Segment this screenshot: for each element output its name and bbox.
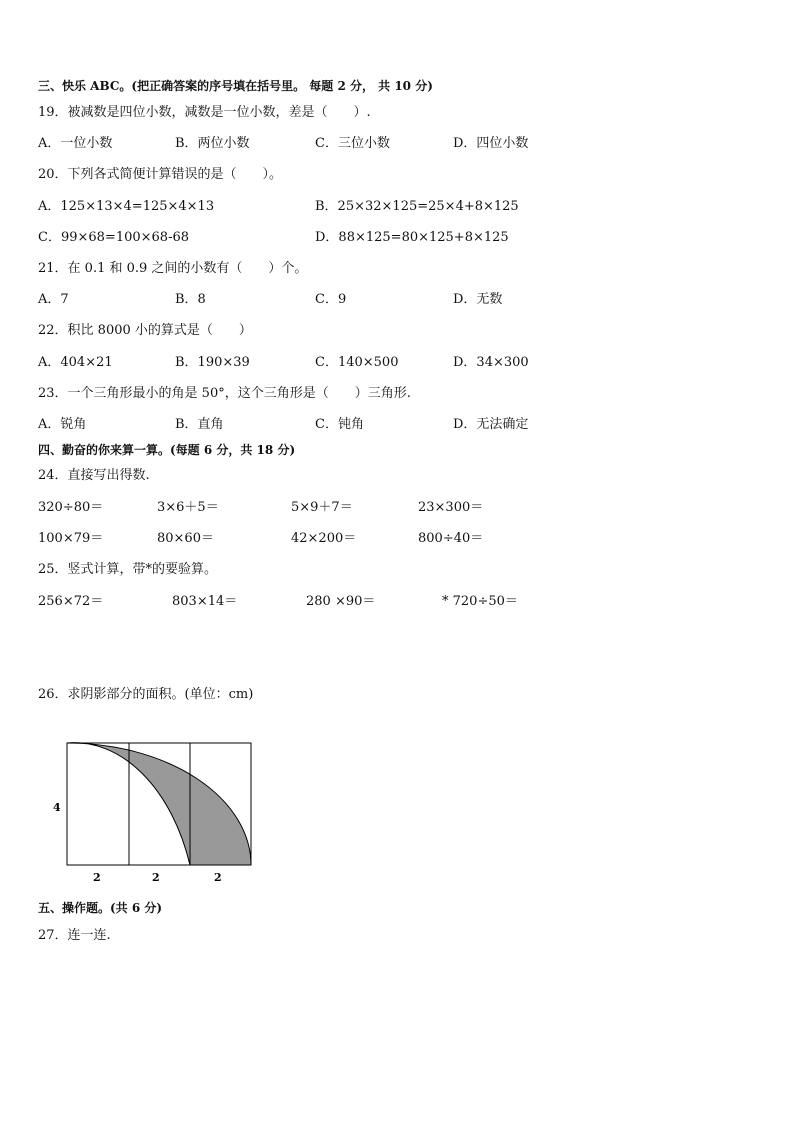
question-27-stem: 27．连一连. xyxy=(38,928,111,943)
question-22-stem: 22．积比 8000 小的算式是（ ） xyxy=(38,323,252,338)
q23-option-b: B．直角 xyxy=(175,417,224,432)
q24-item: 80×60＝ xyxy=(157,531,214,546)
q24-item: 100×79＝ xyxy=(38,531,104,546)
section-3-heading: 三、快乐 ABC。(把正确答案的序号填在括号里。 每题 2 分， 共 10 分) xyxy=(38,79,433,93)
height-label: 4 xyxy=(53,801,61,814)
q23-option-a: A．锐角 xyxy=(38,417,87,432)
q19-option-d: D．四位小数 xyxy=(453,136,529,151)
q21-option-d: D．无数 xyxy=(453,292,503,307)
width-label: 2 xyxy=(214,871,222,884)
q24-item: 42×200＝ xyxy=(291,531,357,546)
shaded-region xyxy=(67,743,251,865)
q20-option-a: A．125×13×4=125×4×13 xyxy=(38,199,215,214)
q19-option-a: A．一位小数 xyxy=(38,136,113,151)
section-4-heading: 四、勤奋的你来算一算。(每题 6 分，共 18 分) xyxy=(38,443,296,457)
q22-option-a: A．404×21 xyxy=(38,355,113,370)
question-21-stem: 21．在 0.1 和 0.9 之间的小数有（ ）个。 xyxy=(38,261,308,276)
q22-option-c: C．140×500 xyxy=(315,355,399,370)
q21-option-a: A．7 xyxy=(38,292,69,307)
q24-item: 5×9＋7＝ xyxy=(291,500,353,515)
q22-option-d: D．34×300 xyxy=(453,355,529,370)
question-23-stem: 23．一个三角形最小的角是 50°，这个三角形是（ ）三角形. xyxy=(38,386,411,401)
q24-item: 23×300＝ xyxy=(418,500,484,515)
q23-option-d: D．无法确定 xyxy=(453,417,529,432)
q20-option-c: C．99×68=100×68-68 xyxy=(38,230,189,245)
q21-option-b: B．8 xyxy=(175,292,206,307)
q21-option-c: C．9 xyxy=(315,292,347,307)
question-25-stem: 25．竖式计算，带*的要验算。 xyxy=(38,562,218,577)
width-label: 2 xyxy=(152,871,160,884)
q20-option-d: D．88×125=80×125+8×125 xyxy=(315,230,509,245)
q23-option-c: C．钝角 xyxy=(315,417,364,432)
q25-item: 280 ×90＝ xyxy=(306,594,376,609)
q24-item: 320÷80＝ xyxy=(38,500,104,515)
q24-item: 800÷40＝ xyxy=(418,531,484,546)
q25-item: 803×14＝ xyxy=(172,594,238,609)
question-20-stem: 20．下列各式简便计算错误的是（ ）。 xyxy=(38,167,283,182)
section-5-heading: 五、操作题。(共 6 分) xyxy=(38,901,163,915)
question-24-stem: 24．直接写出得数. xyxy=(38,468,150,483)
q24-item: 3×6＋5＝ xyxy=(157,500,219,515)
width-label: 2 xyxy=(93,871,101,884)
shaded-area-figure xyxy=(40,735,270,890)
q22-option-b: B．190×39 xyxy=(175,355,250,370)
question-26-stem: 26．求阴影部分的面积。(单位：cm) xyxy=(38,687,254,702)
q19-option-b: B．两位小数 xyxy=(175,136,250,151)
q25-item: * 720÷50＝ xyxy=(442,594,518,609)
question-19-stem: 19．被减数是四位小数，减数是一位小数，差是（ ）. xyxy=(38,105,371,120)
q25-item: 256×72＝ xyxy=(38,594,104,609)
q19-option-c: C．三位小数 xyxy=(315,136,390,151)
q20-option-b: B．25×32×125=25×4+8×125 xyxy=(315,199,519,214)
